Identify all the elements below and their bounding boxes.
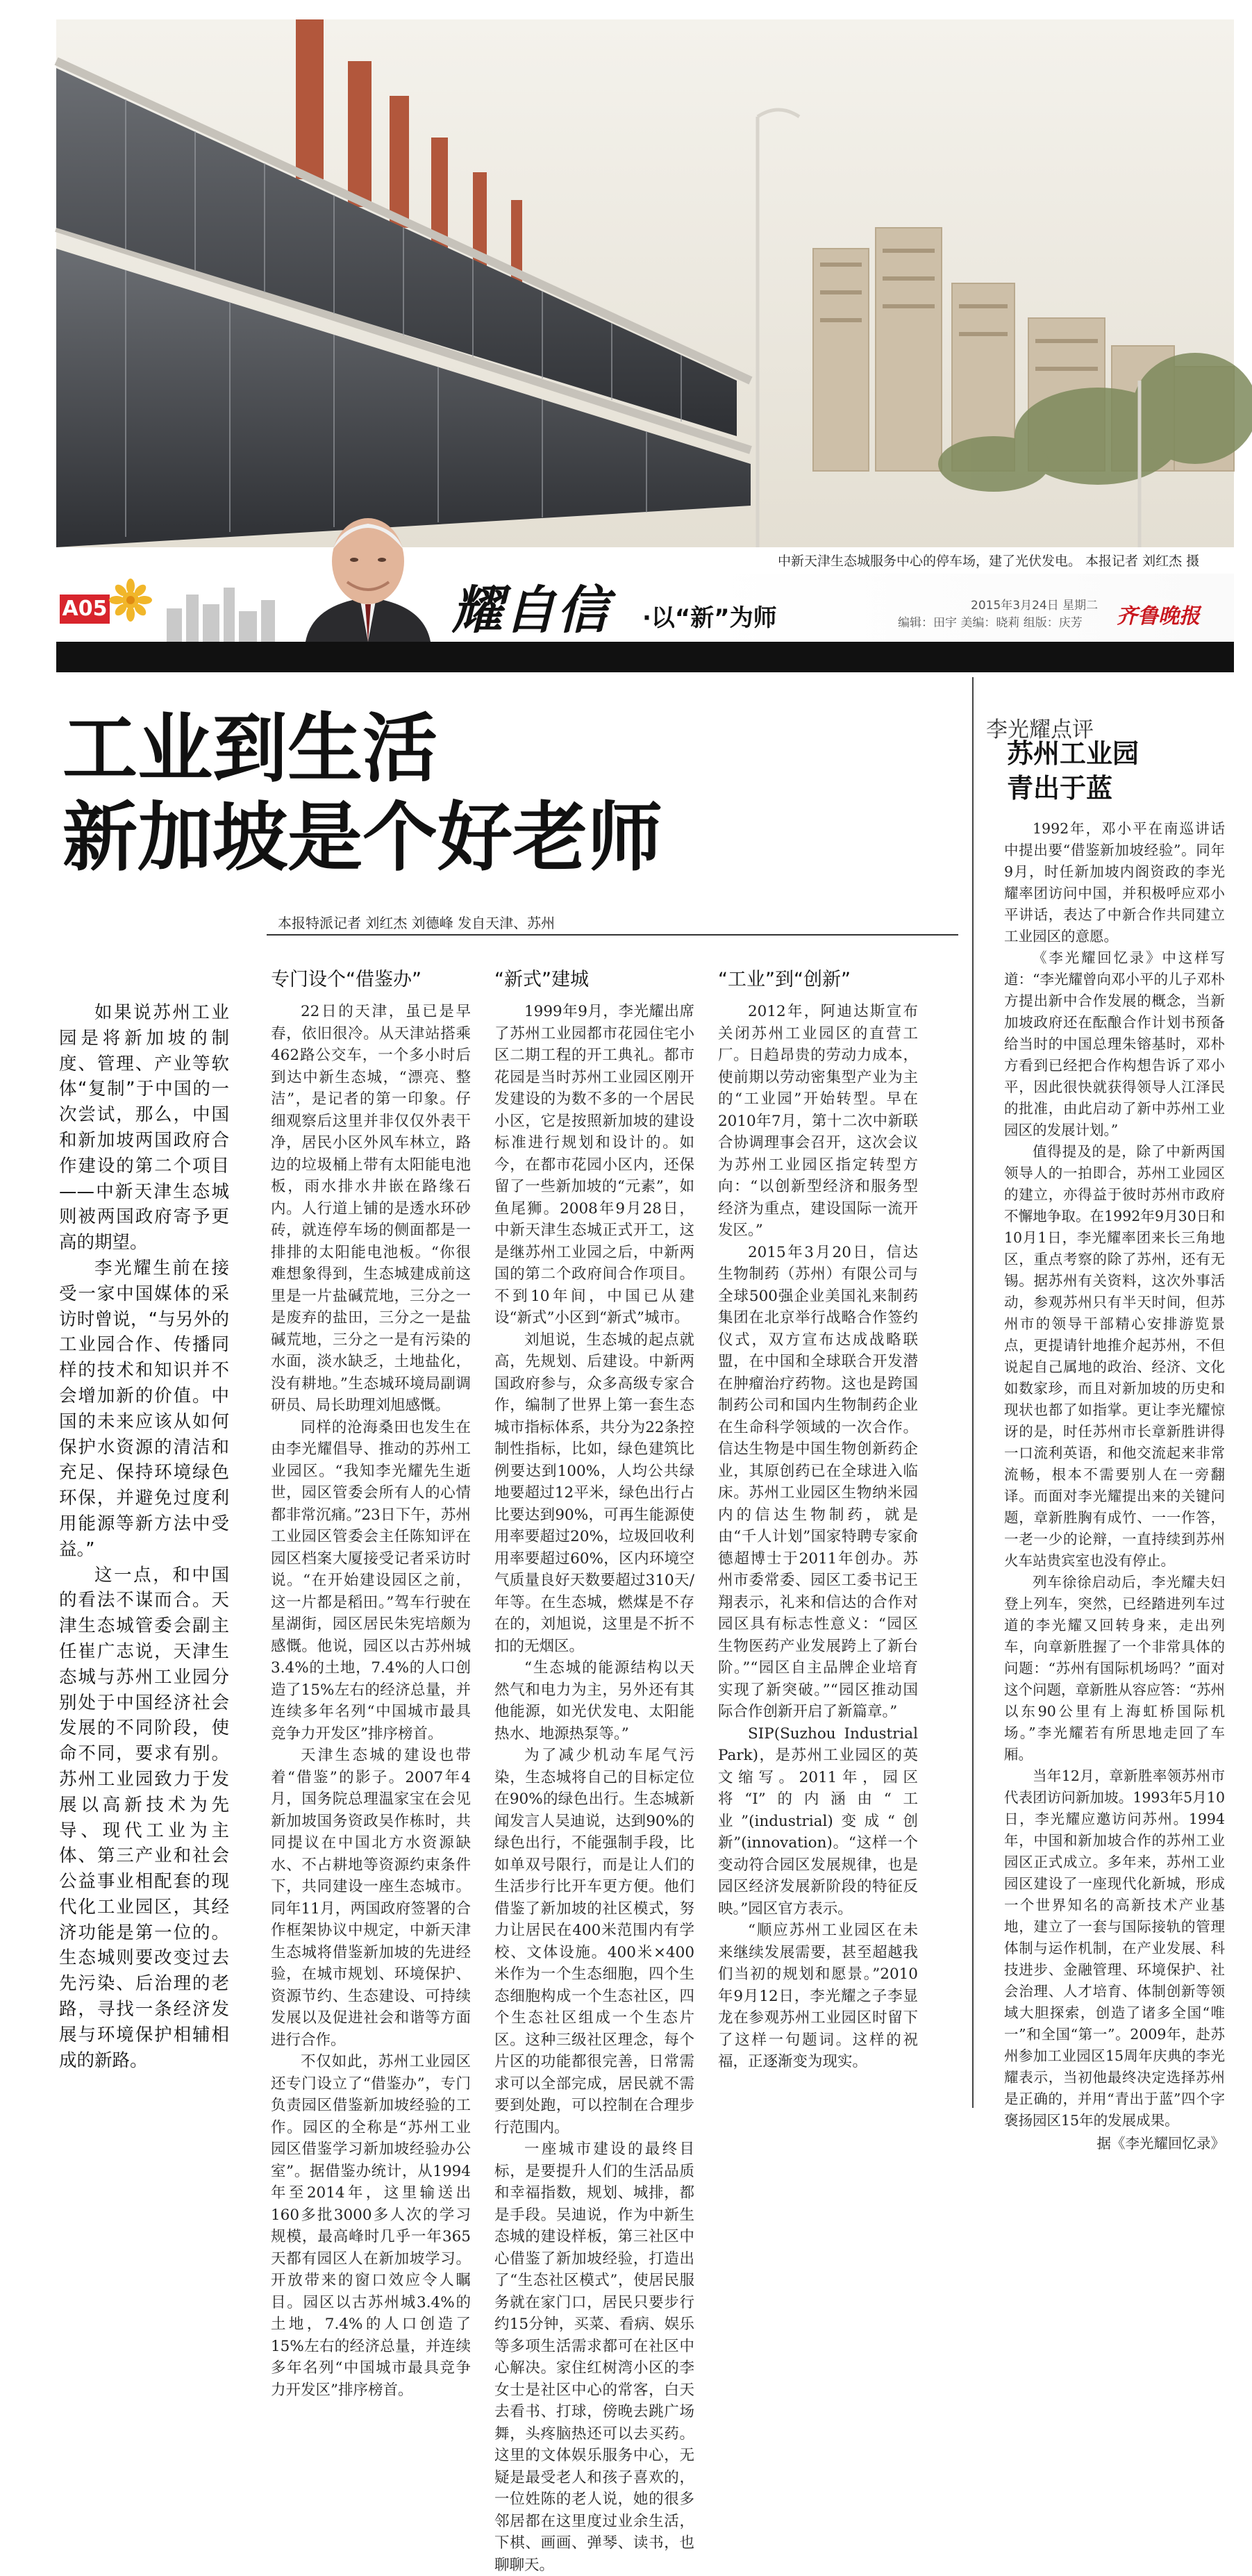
body-column-3 (718, 955, 918, 2104)
headline-line-2: 新加坡是个好老师 (62, 795, 663, 881)
body-paragraph: 2012年，阿迪达斯宣布关闭苏州工业园区的直营工厂。日趋昂贵的劳动力成本，使前期以劳动密集型产业为主的“工业园”开始转型。早在2010年7月，第十二次中新联合协调理事会召开，这次会议为苏州工业园区指定转型方向：“以创新型经济和服务型经济为重点，建设国际一流开发区。” (718, 1003, 918, 1239)
body-paragraph: SIP(Suzhou Industrial Park)，是苏州工业园区的英文缩写。2011年，园区将“I”的内涵由“工业”(industrial)变成“创新”(innovation)。“这样一个变动符合园区发展规律，也是园区经济发展新阶段的特征反映。”园区官方表示。 (718, 1725, 918, 1918)
body-paragraph: 为了减少机动车尾气污染，生态城将自己的目标定位在90%的绿色出行。生态城新闻发言人吴迪说，达到90%的绿色出行，不能强制手段，比如单双号限行，而是让人们的生活步行比开车更方便。他们借鉴了新加坡的社区模式，努力让居民在400米范围内有学校、文体设施。400米×400米作为一个生态细胞，四个生态细胞构成一个生态社区，四个生态社区组成一个生态片区。这种三级社区理念，每个片区的功能都很完善，日常需求可以全部完成，居民就不需要到处跑，可以控制在合理步行范围内。 (494, 1747, 694, 2136)
section-heading: “新式”建城 (494, 969, 589, 990)
column-tagline: ·以“新”为师 (642, 604, 777, 632)
body-paragraph: 同样的沧海桑田也发生在由李光耀倡导、推动的苏州工业园区。“我知李光耀先生逝世，园区管委会所有人的心情都非常沉痛。”23日下午，苏州工业园区管委会主任陈知评在园区档案大厦接受记者采访时说。“在开始建设园区之前，这一片都是稻田。”驾车行驶在星湖街，园区居民朱宪培颇为感慨。他说，园区以古苏州城3.4%的土地，7.4%的人口创造了15%左右的经济总量，并连续多年名列“中国城市最具竞争力开发区”排序榜首。 (271, 1418, 471, 1743)
body-column-2 (494, 955, 694, 2574)
sidebar-paragraph: 值得提及的是，除了中新两国领导人的一拍即合，苏州工业园区的建立，亦得益于彼时苏州市政府不懈地争取。在1992年9月30日和10月1日，李光耀率团来长三角地区，重点考察的除了苏州，还有无锡。据苏州有关资料，这次外事活动，参观苏州只有半天时间，但苏州市的领导干部精心安排游览景点，更提请针地推介起苏州，不但说起自己属地的政治、经济、文化如数家珍，而且对新加坡的历史和现状也都了如指掌。更让李光耀惊讶的是，时任苏州市长章新胜讲得一口流利英语，和他交流起来非常流畅，根本不需要别人在一旁翻译。而面对李光耀提出来的关键问题，章新胜胸有成竹、一一作答，一老一少的论辩，一直持续到苏州火车站贵宾室也没有停止。 (1004, 1143, 1225, 1569)
lead-paragraph: 如果说苏州工业园是将新加坡的制度、管理、产业等软体“复制”于中国的一次尝试，那么，中国和新加坡两国政府合作建设的第二个项目——中新天津生态城则被两国政府寄予更高的期望。 (59, 1002, 229, 1254)
sidebar-paragraph: 《李光耀回忆录》中这样写道：“李光耀曾向邓小平的儿子邓朴方提出新中合作发展的概念，当新加坡政府还在酝酿合作计划书预备给当时的中国总理朱镕基时，邓朴方看到已经把合作构想告诉了邓小平，因此很快就获得领导人江泽民的批准，由此启动了新中苏州工业园区的发展计划。” (1004, 949, 1225, 1138)
issue-date: 2015年3月24日 星期二 (971, 599, 1099, 613)
editors-line: 编辑：田宇 美编：晓莉 组版：庆芳 (898, 616, 1083, 630)
body-paragraph: “顺应苏州工业园区在未来继续发展需要，甚至超越我们当初的规划和愿景。”2010年9月12日，李光耀之子李显龙在参观苏州工业园区时留下了这样一句题词。这样的祝福，正逐渐变为现实。 (718, 1922, 918, 2070)
sidebar-pre-title: 李光耀点评 (986, 717, 1094, 742)
body-paragraph: 22日的天津，虽已是早春，依旧很冷。从天津站搭乘462路公交车，一个多小时后到达中新生态城，“漂亮、整洁”，是记者的第一印象。仔细观察后这里并非仅仅外表干净，居民小区外风车林立，路边的垃圾桶上带有太阳能电池板，雨水排水井嵌在路缘石内。人行道上铺的是透水环砂砖，就连停车场的侧面都是一排排的太阳能电池板。“你很难想象得到，生态城建成前这里是一片盐碱荒地，三分之一是废弃的盐田，三分之一是盐碱荒地，三分之一是有污染的水面，淡水缺乏，土地盐化，没有耕地。”生态城环境局副调研员、局长助理刘旭感慨。 (271, 1003, 471, 1414)
body-paragraph: 2015年3月20日，信达生物制药（苏州）有限公司与全球500强企业美国礼来制药集团在北京举行战略合作签约仪式，双方宣布达成战略联盟，在中国和全球联合开发潜在肿瘤治疗药物。这也是跨国制药公司和国内生物制药企业在生命科学领域的一次合作。信达生物是中国生物创新药企业，其原创药已在全球进入临床。苏州工业园区生物纳米园内的信达生物制药，就是由“千人计划”国家特聘专家俞德超博士于2011年创办。苏州市委常委、园区工委书记王翔表示，礼来和信达的合作对园区具有标志性意义：“园区生物医药产业发展跨上了新台阶。”“园区自主品牌企业培育实现了新突破。”“园区推动国际合作创新开启了新篇章。” (718, 1243, 918, 1720)
photo-illustration (56, 19, 1234, 547)
sidebar-body (1004, 818, 1225, 2152)
byline: 本报特派记者 刘红杰 刘德峰 发自天津、苏州 (278, 915, 556, 931)
section-heading: 专门设个“借鉴办” (271, 969, 421, 990)
section-heading: “工业”到“创新” (718, 969, 851, 990)
header-black-bar (56, 642, 1234, 672)
body-paragraph: 天津生态城的建设也带着“借鉴”的影子。2007年4月，国务院总理温家宝在会见新加坡国务资政吴作栋时，共同提议在中国北方水资源缺水、不占耕地等资源约束条件下，共同建设一座生态城市。同年11月，两国政府签署的合作框架协议中规定，中新天津生态城将借鉴新加坡的先进经验，在城市规划、环境保护、资源节约、生态建设、可持续发展以及促进社会和谐等方面进行合作。 (271, 1747, 471, 2049)
byline-rule (267, 934, 958, 936)
sidebar-title (1007, 736, 1139, 806)
solar-carport-photo (56, 19, 1234, 547)
body-column-1 (271, 955, 471, 2399)
city-skyline-graphic (160, 581, 292, 642)
headline-line-1: 工业到生活 (62, 706, 438, 792)
sidebar-title-line-1: 苏州工业园 (1007, 738, 1140, 769)
lead-paragraph: 李光耀生前在接受一家中国媒体的采访时曾说，“与另外的工业园合作、传播同样的技术和知识并不会增加新的价值。中国的未来应该从如何保护水资源的清洁和充足、保持环境绿色环保，并避免过度利用能源等新方法中受益。” (59, 1257, 229, 1560)
body-paragraph: 1999年9月，李光耀出席了苏州工业园都市花园住宅小区二期工程的开工典礼。都市花园是当时苏州工业园区刚开发建设的为数不多的一个居民小区，它是按照新加坡的建设标准进行规划和设计的。如今，在都市花园小区内，还保留了一些新加坡的“元素”，如鱼尾狮。2008年9月28日，中新天津生态城正式开工，这是继苏州工业园之后，中新两国的第二个政府间合作项目。不到10年间，中国已从建设“新式”小区到“新式”城市。 (494, 1003, 694, 1327)
lead-column (59, 1000, 229, 2073)
chrysanthemum-icon (110, 579, 151, 621)
sidebar-paragraph: 1992年，邓小平在南巡讲话中提出要“借鉴新加坡经验”。同年9月，时任新加坡内阁资政的李光耀率团访问中国，并积极呼应邓小平讲话，表达了中新合作共同建立工业园区的意愿。 (1004, 820, 1225, 945)
sidebar-source: 据《李光耀回忆录》 (1096, 2135, 1225, 2152)
photo-caption: 中新天津生态城服务中心的停车场，建了光伏发电。 本报记者 刘红杰 摄 (778, 554, 1200, 569)
body-paragraph: 刘旭说，生态城的起点就高，先规划、后建设。中新两国政府参与，众多高级专家合作，编制了世界上第一套生态城市指标体系，共分为22条控制性指标，比如，绿色建筑比例要达到100%，人均公共绿地要超过12平米，绿色出行占比要达到90%，可再生能源使用率要超过20%，垃圾回收利用率要超过60%，区内环境空气质量良好天数要超过310天/年等。在生态城，燃煤是不存在的，刘旭说，这里是不折不扣的无烟区。 (494, 1331, 694, 1655)
lead-paragraph: 这一点，和中国的看法不谋而合。天津生态城管委会副主任崔广志说，天津生态城与苏州工业园分别处于中国经济社会发展的不同阶段，使命不同，要求有别。苏州工业园致力于发展以高新技术为先导、现代工业为主体、第三产业和社会公益事业相配套的现代化工业园区，其经济功能是第一位的。生态城则要改变过去先污染、后治理的老路，寻找一条经济发展与环境保护相辅相成的新路。 (59, 1564, 229, 2071)
body-paragraph: “生态城的能源结构以天然气和电力为主，另外还有其他能源，如光伏发电、太阳能热水、地源热泵等。” (494, 1659, 694, 1743)
page-number-badge: A05 (60, 595, 110, 624)
sidebar-divider (972, 677, 974, 2108)
body-paragraph: 不仅如此，苏州工业园区还专门设立了“借鉴办”，专门负责园区借鉴新加坡经验的工作。园区的全称是“苏州工业园区借鉴学习新加坡经验办公室”。据借鉴办统计，从1994年至2014年，这里输送出160多批3000多人次的学习规模，最高峰时几乎一年365天都有园区人在新加坡学习。开放带来的窗口效应令人瞩目。园区以古苏州城3.4%的土地，7.4%的人口创造了15%左右的经济总量，并连续多年名列“中国城市最具竞争力开发区”排序榜首。 (271, 2053, 471, 2399)
portrait-icon (299, 500, 437, 642)
sidebar-paragraph: 列车徐徐启动后，李光耀夫妇登上列车，突然，已经踏进列车过道的李光耀又回转身来，走出列车，向章新胜握了一个非常具体的问题：“苏州有国际机场吗？”面对这个问题，章新胜从容应答：“苏州以东90公里有上海虹桥国际机场。”李光耀若有所思地走回了车厢。 (1004, 1574, 1225, 1763)
sidebar-title-line-2: 青出于蓝 (1007, 773, 1113, 804)
column-name: 耀自信 (451, 581, 610, 640)
newspaper-logo: 齐鲁晚报 (1117, 604, 1200, 629)
sidebar-paragraph: 当年12月，章新胜率领苏州市代表团访问新加坡。1993年5月10日，李光耀应邀访问苏州。1994年，中国和新加坡合作的苏州工业园区正式成立。多年来，苏州工业园区建设了一座现代化新城，形成一个世界知名的高新技术产业基地，建立了一套与国际接轨的管理体制与运作机制，在产业发展、科技进步、金融管理、环境保护、社会治理、人才培育、体制创新等领域大胆探索，创造了诸多全国“唯一”和全国“第一”。2009年，赴苏州参加工业园区15周年庆典的李光耀表示，当初他最终决定选择苏州是正确的，并用“青出于蓝”四个字褒扬园区15年的发展成果。 (1004, 1768, 1225, 2129)
body-paragraph: 一座城市建设的最终目标，是要提升人们的生活品质和幸福指数，规划、城排，都是手段。吴迪说，作为中新生态城的建设样板，第三社区中心借鉴了新加坡经验，打造出了“生态社区模式”，使居民服务就在家门口，居民只要步行约15分钟，买菜、看病、娱乐等多项生活需求都可在社区中心解决。家住红树湾小区的李女士是社区中心的常客，白天去看书、打球，傍晚去跳广场舞，头疼脑热还可以去买药。这里的文体娱乐服务中心，无疑是最受老人和孩子喜欢的，一位姓陈的老人说，她的很多邻居都在这里度过业余生活，下棋、画画、弹琴、读书，也聊聊天。 (494, 2141, 694, 2574)
headline (62, 705, 958, 883)
